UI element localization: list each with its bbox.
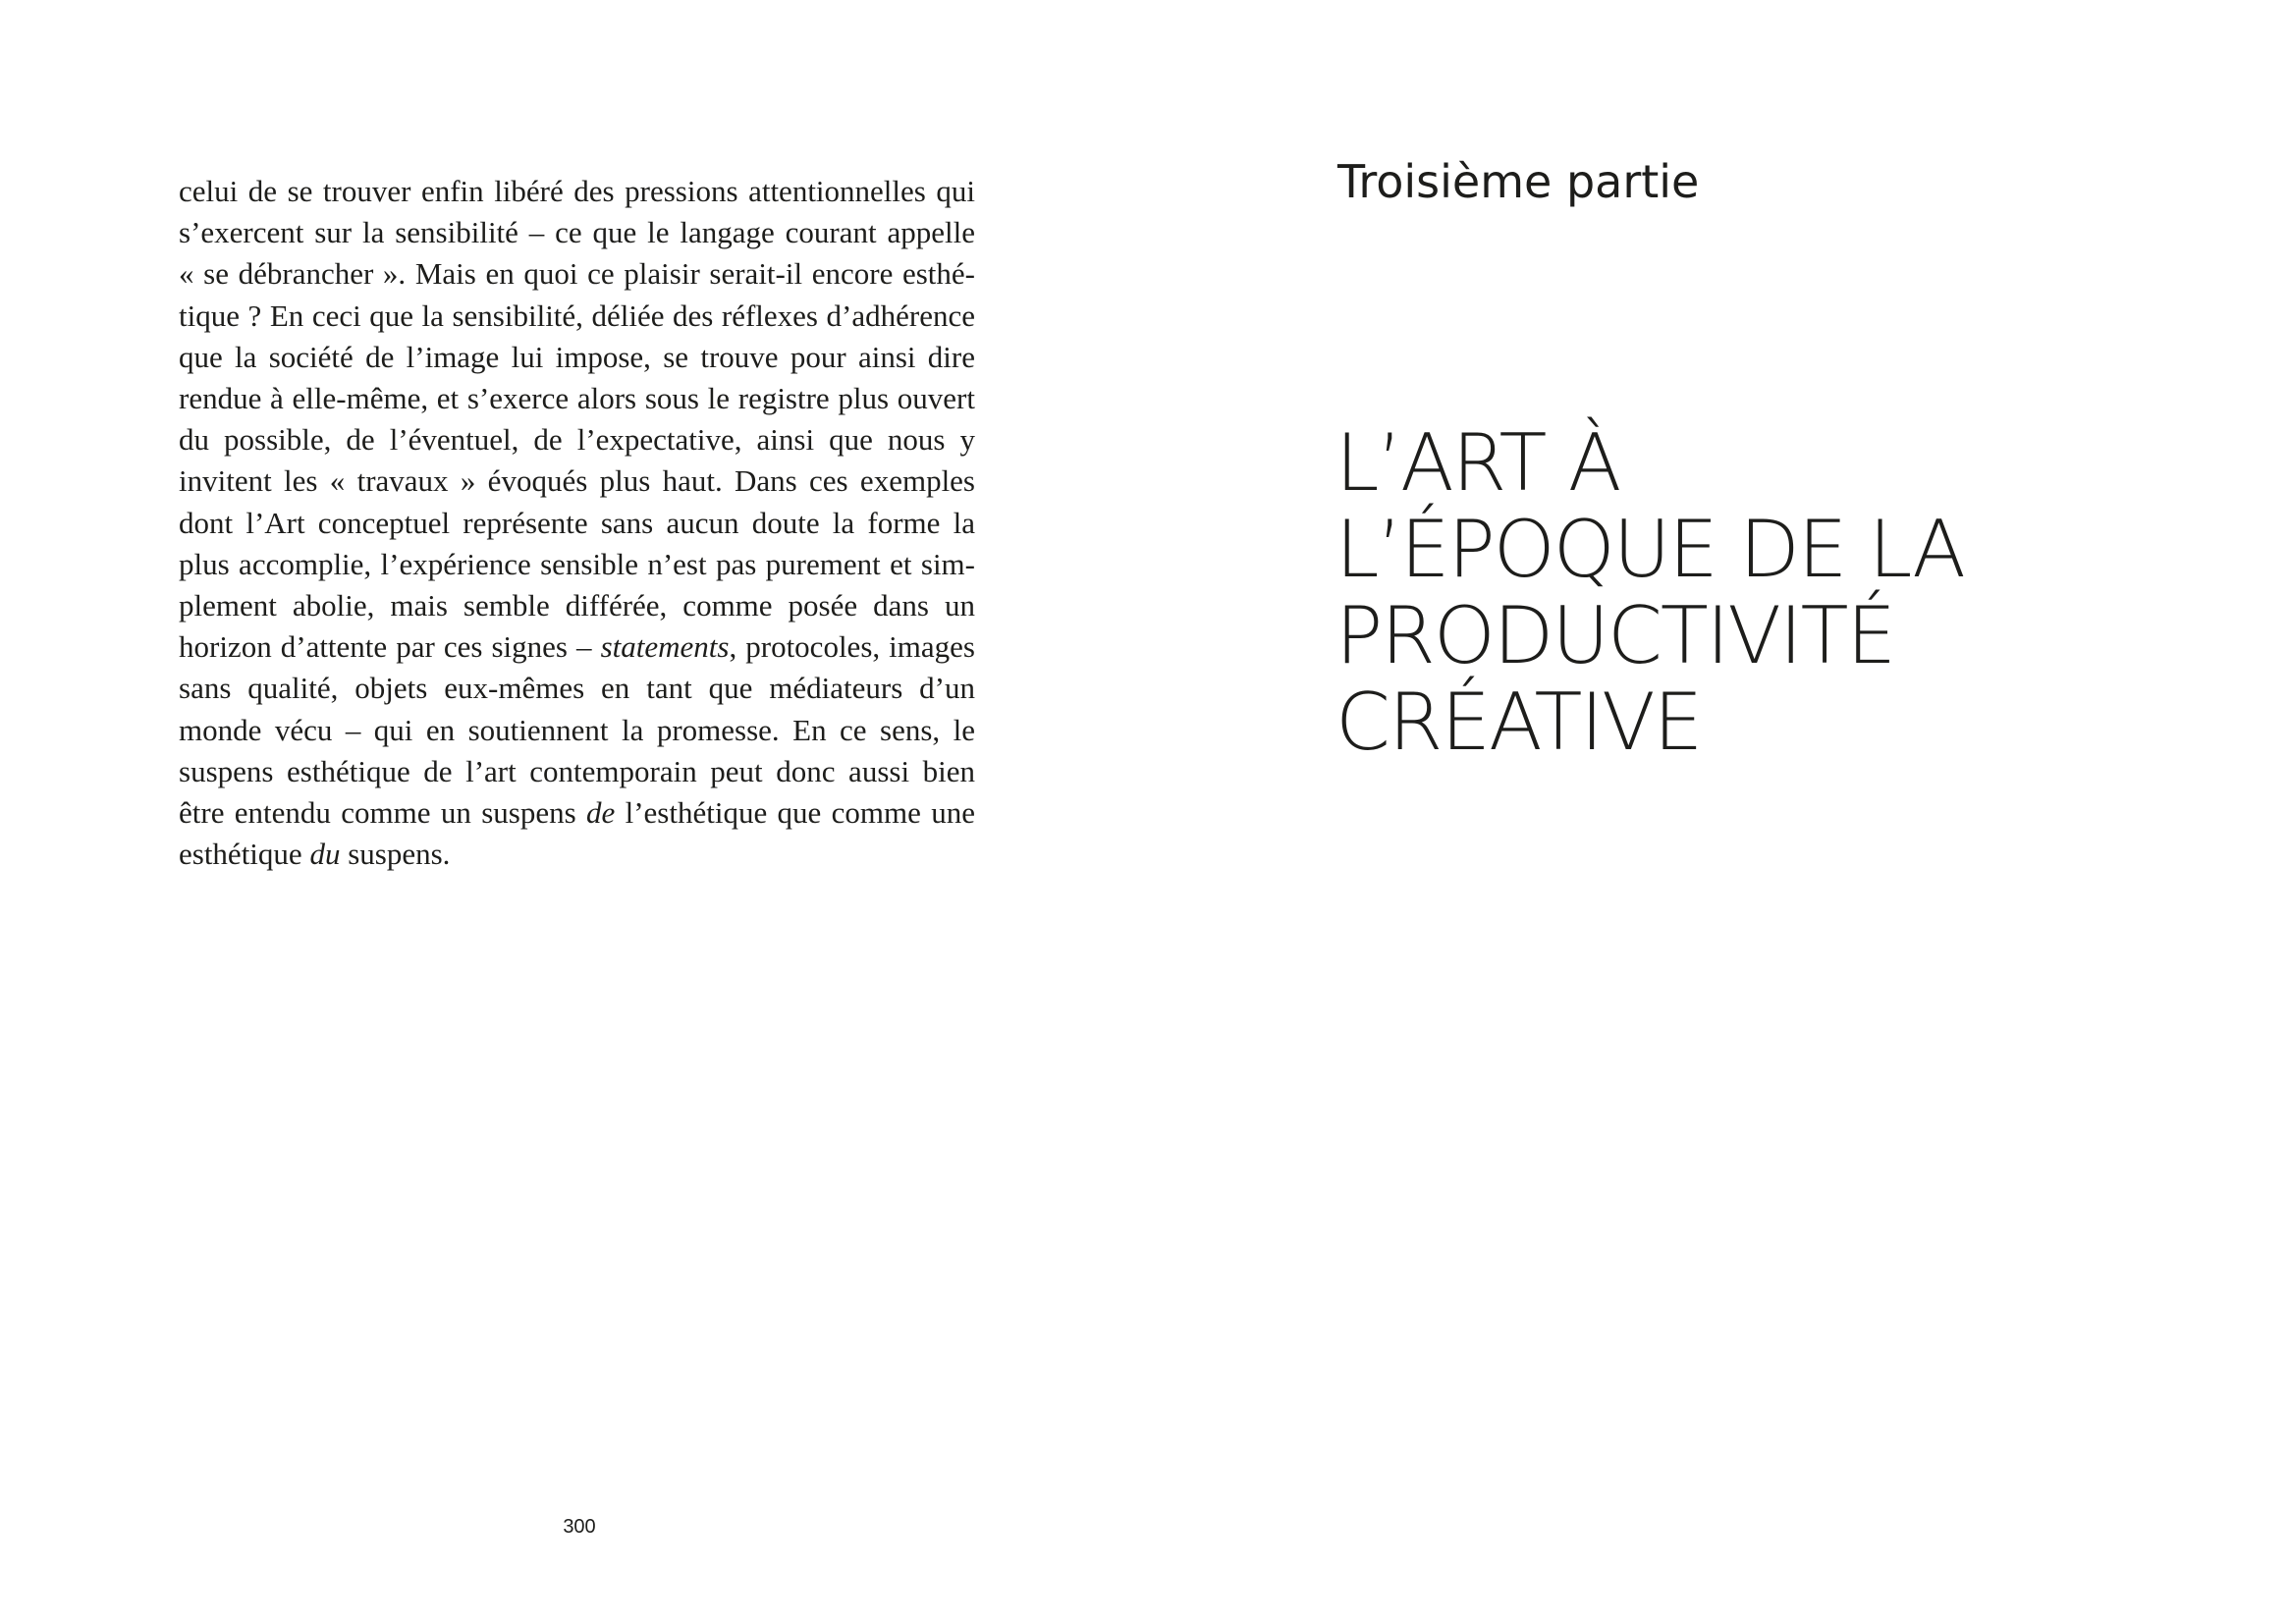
text-line: plement abolie, mais semble différée, comme posée dans un — [179, 588, 975, 623]
text-segment: suspens. — [340, 837, 451, 872]
text-line: « se débrancher ». Mais en quoi ce plaisir serait-il encore esthé- — [179, 256, 975, 292]
text-line: dont l’Art conceptuel représente sans aucun doute la forme la — [179, 505, 975, 540]
text-segment: esthétique — [179, 837, 310, 872]
chapter-title-line: L’ÉPOQUE DE LA — [1335, 504, 1964, 595]
italic-word: de — [585, 795, 616, 831]
chapter-title-line: PRODUCTIVITÉ — [1335, 590, 1895, 681]
chapter-title — [1335, 417, 1964, 768]
text-line: s’exercent sur la sensibilité – ce que le langage courant appelle — [179, 215, 975, 250]
text-line: du possible, de l’éventuel, de l’expectative, ainsi que nous y — [179, 422, 975, 458]
right-page — [1145, 0, 2289, 1624]
italic-word: statements — [600, 629, 730, 665]
text-line — [179, 834, 975, 875]
text-line: monde vécu – qui en soutiennent la promesse. En ce sens, le — [179, 712, 975, 747]
text-segment: l’esthétique que comme une — [615, 795, 975, 831]
chapter-title-line: L’ART À — [1335, 417, 1620, 509]
body-paragraph — [179, 171, 975, 875]
left-page — [0, 0, 1144, 1624]
text-segment: , protocoles, images — [729, 629, 975, 665]
text-segment: horizon d’attente par ces signes – — [179, 629, 601, 665]
text-line: plus accomplie, l’expérience sensible n’est pas purement et sim- — [179, 546, 975, 581]
text-line: celui de se trouver enfin libéré des pressions attentionnelles qui — [179, 174, 975, 208]
text-line: sans qualité, objets eux-mêmes en tant que médiateurs d’un — [179, 671, 975, 706]
text-segment: être entendu comme un suspens — [179, 795, 586, 831]
page-number: 300 — [563, 1516, 596, 1538]
text-line: suspens esthétique de l’art contemporain peut donc aussi bien — [179, 753, 975, 788]
text-line: tique ? En ceci que la sensibilité, déliée des réflexes d’adhérence — [179, 298, 975, 333]
italic-word: du — [309, 837, 341, 872]
text-line — [179, 626, 975, 668]
chapter-title-line: CRÉATIVE — [1335, 677, 1702, 768]
text-line — [179, 792, 975, 834]
text-line: rendue à elle-même, et s’exerce alors sous le registre plus ouvert — [179, 381, 975, 416]
part-label: Troisième partie — [1337, 155, 1700, 208]
text-line: que la société de l’image lui impose, se trouve pour ainsi dire — [179, 339, 975, 374]
text-line: invitent les « travaux » évoqués plus haut. Dans ces exemples — [179, 463, 975, 499]
